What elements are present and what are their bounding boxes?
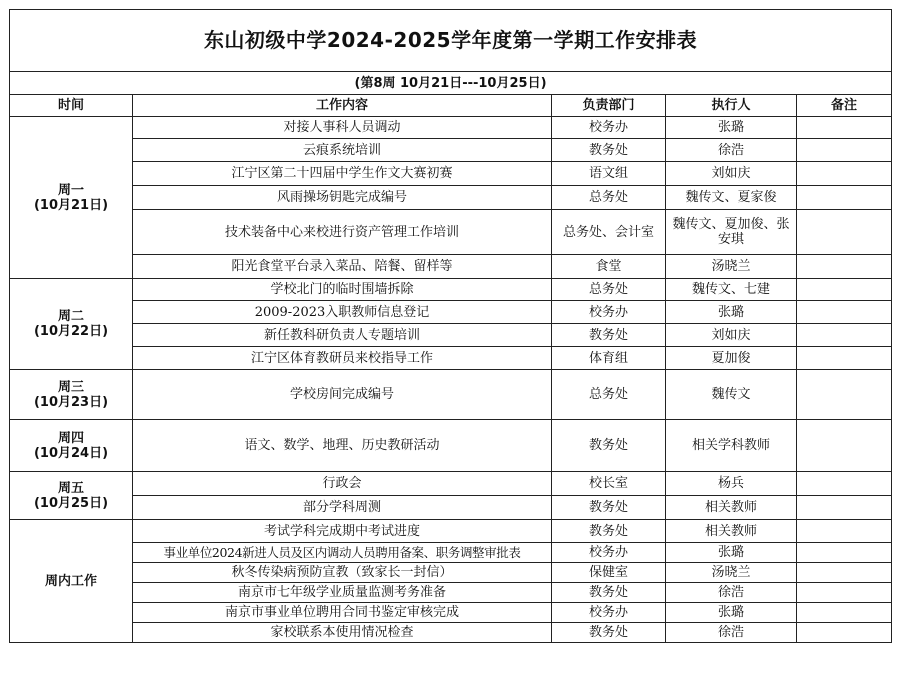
task-executor: 汤晓兰	[666, 563, 797, 583]
task-dept: 校务办	[552, 543, 666, 563]
task-note	[797, 279, 892, 301]
task-content: 云痕系统培训	[133, 139, 552, 162]
day-date: (10月22日)	[33, 324, 109, 339]
day-date: (10月25日)	[33, 495, 109, 511]
task-dept: 体育组	[552, 347, 666, 370]
task-dept: 语文组	[552, 162, 666, 186]
day-cell	[10, 420, 133, 472]
task-content: 事业单位2024新进人员及区内调动人员聘用备案、职务调整审批表	[133, 543, 552, 563]
day-cell	[10, 370, 133, 420]
header-content: 工作内容	[133, 95, 552, 117]
title-row	[10, 10, 892, 72]
task-note	[797, 420, 892, 472]
day-name: 周二	[57, 309, 84, 324]
day-date: (10月21日)	[33, 197, 109, 213]
table-row	[10, 420, 892, 472]
task-content: 学校房间完成编号	[133, 370, 552, 420]
task-note	[797, 583, 892, 603]
day-name: 周五	[57, 480, 84, 496]
task-executor: 徐浩	[666, 623, 797, 643]
table-row	[10, 370, 892, 420]
task-note	[797, 543, 892, 563]
table-row	[10, 472, 892, 496]
table-row	[10, 162, 892, 186]
task-note	[797, 139, 892, 162]
task-content: 秋冬传染病预防宣教（致家长一封信）	[133, 563, 552, 583]
task-dept: 教务处	[552, 324, 666, 347]
task-executor: 张璐	[666, 543, 797, 563]
day-name: 周内工作	[44, 573, 97, 589]
task-content: 风雨操场钥匙完成编号	[133, 186, 552, 210]
task-content: 江宁区第二十四届中学生作文大赛初赛	[133, 162, 552, 186]
task-note	[797, 117, 892, 139]
task-executor: 魏传文、夏家俊	[666, 186, 797, 210]
table-row	[10, 563, 892, 583]
task-executor: 杨兵	[666, 472, 797, 496]
table-row	[10, 117, 892, 139]
week-range: (第8周 10月21日---10月25日)	[10, 72, 892, 95]
task-dept: 教务处	[552, 583, 666, 603]
task-content: 新任教科研负责人专题培训	[133, 324, 552, 347]
day-cell	[10, 472, 133, 520]
task-executor: 徐浩	[666, 583, 797, 603]
task-dept: 校长室	[552, 472, 666, 496]
task-note	[797, 210, 892, 255]
task-dept: 食堂	[552, 255, 666, 279]
task-dept: 总务处	[552, 279, 666, 301]
task-content: 南京市事业单位聘用合同书鉴定审核完成	[133, 603, 552, 623]
task-dept: 总务处	[552, 370, 666, 420]
task-content: 南京市七年级学业质量监测考务准备	[133, 583, 552, 603]
task-note	[797, 623, 892, 643]
subtitle-row	[10, 72, 892, 95]
task-content: 江宁区体育教研员来校指导工作	[133, 347, 552, 370]
task-executor: 张璐	[666, 301, 797, 324]
day-date: (10月23日)	[33, 394, 109, 410]
task-content: 学校北门的临时围墙拆除	[133, 279, 552, 301]
task-executor: 魏传文、七建	[666, 279, 797, 301]
table-row	[10, 255, 892, 279]
table-row	[10, 139, 892, 162]
table-row	[10, 301, 892, 324]
task-note	[797, 347, 892, 370]
task-content: 阳光食堂平台录入菜品、陪餐、留样等	[133, 255, 552, 279]
task-content: 对接人事科人员调动	[133, 117, 552, 139]
task-note	[797, 324, 892, 347]
table-row	[10, 496, 892, 520]
task-note	[797, 563, 892, 583]
task-content: 行政会	[133, 472, 552, 496]
schedule-body	[10, 10, 892, 643]
task-content: 家校联系本使用情况检查	[133, 623, 552, 643]
task-note	[797, 255, 892, 279]
day-name: 周三	[57, 379, 84, 395]
task-content: 语文、数学、地理、历史教研活动	[133, 420, 552, 472]
task-note	[797, 520, 892, 543]
task-dept: 教务处	[552, 623, 666, 643]
header-time: 时间	[10, 95, 133, 117]
task-executor: 夏加俊	[666, 347, 797, 370]
day-cell	[10, 279, 133, 370]
task-dept: 教务处	[552, 420, 666, 472]
task-dept: 教务处	[552, 139, 666, 162]
task-dept: 总务处	[552, 186, 666, 210]
task-executor: 张璐	[666, 603, 797, 623]
task-executor: 魏传文、夏加俊、张安琪	[666, 210, 797, 255]
task-dept: 教务处	[552, 496, 666, 520]
task-content: 考试学科完成期中考试进度	[133, 520, 552, 543]
task-executor: 魏传文	[666, 370, 797, 420]
table-row	[10, 347, 892, 370]
task-executor: 汤晓兰	[666, 255, 797, 279]
task-executor: 张璐	[666, 117, 797, 139]
task-executor: 刘如庆	[666, 324, 797, 347]
task-note	[797, 603, 892, 623]
task-executor: 相关教师	[666, 496, 797, 520]
header-executor: 执行人	[666, 95, 797, 117]
table-row	[10, 186, 892, 210]
table-row	[10, 210, 892, 255]
day-name: 周一	[57, 182, 84, 198]
header-dept: 负责部门	[552, 95, 666, 117]
task-content: 部分学科周测	[133, 496, 552, 520]
day-date: (10月24日)	[33, 445, 109, 461]
task-content: 技术装备中心来校进行资产管理工作培训	[133, 210, 552, 255]
header-note: 备注	[797, 95, 892, 117]
table-row	[10, 324, 892, 347]
task-note	[797, 162, 892, 186]
header-row	[10, 95, 892, 117]
task-note	[797, 496, 892, 520]
task-note	[797, 370, 892, 420]
task-content: 2009-2023入职教师信息登记	[133, 301, 552, 324]
task-dept: 保健室	[552, 563, 666, 583]
table-row	[10, 520, 892, 543]
task-executor: 徐浩	[666, 139, 797, 162]
task-note	[797, 472, 892, 496]
task-dept: 教务处	[552, 520, 666, 543]
task-dept: 校务办	[552, 603, 666, 623]
task-executor: 相关教师	[666, 520, 797, 543]
schedule-table	[9, 9, 892, 643]
task-dept: 校务办	[552, 117, 666, 139]
table-row	[10, 603, 892, 623]
day-name: 周四	[57, 430, 84, 446]
table-row	[10, 623, 892, 643]
table-row	[10, 583, 892, 603]
task-note	[797, 186, 892, 210]
task-executor: 相关学科教师	[666, 420, 797, 472]
task-executor: 刘如庆	[666, 162, 797, 186]
day-cell	[10, 520, 133, 643]
table-row	[10, 279, 892, 301]
page-title: 东山初级中学2024-2025学年度第一学期工作安排表	[10, 10, 892, 72]
task-dept: 校务办	[552, 301, 666, 324]
table-row	[10, 543, 892, 563]
task-note	[797, 301, 892, 324]
task-dept: 总务处、会计室	[552, 210, 666, 255]
day-cell	[10, 117, 133, 279]
